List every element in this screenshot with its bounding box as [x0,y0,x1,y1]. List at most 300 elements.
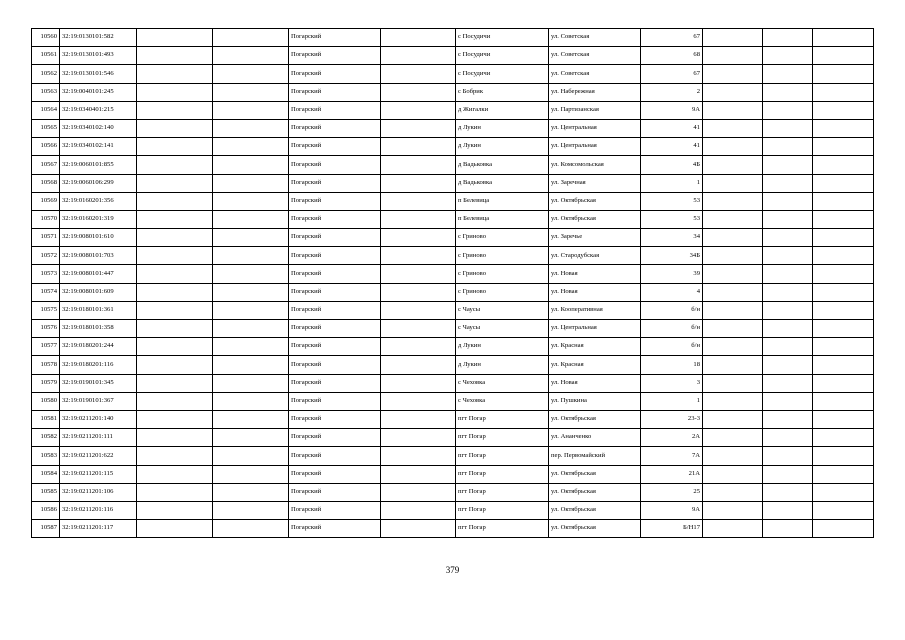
record-number-cell: 10586 [32,501,60,519]
street-cell: ул. Новая [549,283,641,301]
district-cell: Погарский [289,119,381,137]
record-number-cell: 10561 [32,47,60,65]
district-cell: Погарский [289,247,381,265]
cadastral-number-cell: 32:19:0340102:141 [60,138,137,156]
table-row [32,356,874,374]
house-number-cell: б/н [641,301,703,319]
cadastral-number-cell: 32:19:0080101:703 [60,247,137,265]
empty-cell [381,265,456,283]
empty-cell [813,447,874,465]
cadastral-number-cell: 32:19:0160201:356 [60,192,137,210]
locality-cell: пгт Погар [456,465,549,483]
house-number-cell: 23-3 [641,410,703,428]
empty-cell [381,47,456,65]
district-cell: Погарский [289,174,381,192]
house-number-cell: 1 [641,174,703,192]
empty-cell [763,283,813,301]
empty-cell [763,392,813,410]
empty-cell [813,465,874,483]
locality-cell: пгт Погар [456,520,549,538]
empty-cell [137,119,213,137]
house-number-cell: 7А [641,447,703,465]
empty-cell [213,174,289,192]
empty-cell [813,374,874,392]
empty-cell [137,320,213,338]
cadastral-number-cell: 32:19:0180101:358 [60,320,137,338]
empty-cell [703,283,763,301]
street-cell: ул. Октябрьская [549,520,641,538]
locality-cell: пгт Погар [456,483,549,501]
cadastral-number-cell: 32:19:0160201:319 [60,210,137,228]
empty-cell [381,229,456,247]
cadastral-number-cell: 32:19:0130101:546 [60,65,137,83]
district-cell: Погарский [289,229,381,247]
empty-cell [381,83,456,101]
empty-cell [763,356,813,374]
table-row [32,265,874,283]
district-cell: Погарский [289,447,381,465]
record-number-cell: 10577 [32,338,60,356]
empty-cell [703,356,763,374]
empty-cell [213,29,289,47]
street-cell: ул. Партизанская [549,101,641,119]
cadastral-number-cell: 32:19:0190101:367 [60,392,137,410]
house-number-cell: 39 [641,265,703,283]
district-cell: Погарский [289,83,381,101]
cadastral-number-cell: 32:19:0060101:855 [60,156,137,174]
cadastral-number-cell: 32:19:0130101:582 [60,29,137,47]
district-cell: Погарский [289,47,381,65]
empty-cell [763,338,813,356]
empty-cell [763,83,813,101]
empty-cell [137,447,213,465]
empty-cell [703,138,763,156]
empty-cell [213,483,289,501]
empty-cell [213,356,289,374]
cadastral-number-cell: 32:19:0040101:245 [60,83,137,101]
empty-cell [381,192,456,210]
empty-cell [813,119,874,137]
empty-cell [703,392,763,410]
empty-cell [137,101,213,119]
record-number-cell: 10575 [32,301,60,319]
empty-cell [381,338,456,356]
empty-cell [703,247,763,265]
empty-cell [381,101,456,119]
empty-cell [381,283,456,301]
locality-cell: с Посудичи [456,29,549,47]
empty-cell [703,265,763,283]
empty-cell [381,483,456,501]
locality-cell: с Чаусы [456,320,549,338]
record-number-cell: 10567 [32,156,60,174]
empty-cell [137,392,213,410]
empty-cell [381,247,456,265]
cadastral-number-cell: 32:19:0211201:116 [60,501,137,519]
street-cell: пер. Первомайский [549,447,641,465]
empty-cell [381,210,456,228]
empty-cell [213,374,289,392]
empty-cell [137,29,213,47]
empty-cell [813,29,874,47]
empty-cell [381,520,456,538]
empty-cell [381,138,456,156]
locality-cell: с Чеховка [456,374,549,392]
empty-cell [137,374,213,392]
empty-cell [381,429,456,447]
street-cell: ул. Новая [549,374,641,392]
empty-cell [703,501,763,519]
empty-cell [137,356,213,374]
record-number-cell: 10563 [32,83,60,101]
record-number-cell: 10568 [32,174,60,192]
empty-cell [703,156,763,174]
table-row [32,301,874,319]
record-number-cell: 10562 [32,65,60,83]
street-cell: ул. Новая [549,265,641,283]
street-cell: ул. Октябрьская [549,410,641,428]
empty-cell [381,156,456,174]
record-number-cell: 10571 [32,229,60,247]
empty-cell [813,156,874,174]
empty-cell [137,138,213,156]
street-cell: ул. Ананченко [549,429,641,447]
empty-cell [137,465,213,483]
empty-cell [137,47,213,65]
empty-cell [813,83,874,101]
empty-cell [703,210,763,228]
empty-cell [763,47,813,65]
locality-cell: д Лукин [456,338,549,356]
locality-cell: с Посудичи [456,47,549,65]
empty-cell [381,174,456,192]
table-row [32,392,874,410]
empty-cell [763,174,813,192]
district-cell: Погарский [289,192,381,210]
empty-cell [213,447,289,465]
cadastral-number-cell: 32:19:0060106:299 [60,174,137,192]
empty-cell [813,229,874,247]
house-number-cell: б/н [641,320,703,338]
locality-cell: с Гриново [456,283,549,301]
empty-cell [137,501,213,519]
cadastral-number-cell: 32:19:0340102:140 [60,119,137,137]
locality-cell: д Жигалки [456,101,549,119]
empty-cell [137,265,213,283]
house-number-cell: 53 [641,210,703,228]
street-cell: ул. Центральная [549,119,641,137]
record-number-cell: 10579 [32,374,60,392]
empty-cell [381,447,456,465]
house-number-cell: 53 [641,192,703,210]
record-number-cell: 10570 [32,210,60,228]
cadastral-number-cell: 32:19:0180201:244 [60,338,137,356]
cadastral-number-cell: 32:19:0130101:493 [60,47,137,65]
record-number-cell: 10573 [32,265,60,283]
cadastral-number-cell: 32:19:0080101:609 [60,283,137,301]
empty-cell [763,65,813,83]
empty-cell [763,465,813,483]
empty-cell [813,247,874,265]
empty-cell [213,265,289,283]
table-row [32,119,874,137]
locality-cell: с Гриново [456,247,549,265]
empty-cell [813,192,874,210]
street-cell: ул. Центральная [549,138,641,156]
record-number-cell: 10581 [32,410,60,428]
district-cell: Погарский [289,301,381,319]
street-cell: ул. Заречная [549,174,641,192]
record-number-cell: 10576 [32,320,60,338]
table-row [32,520,874,538]
empty-cell [703,429,763,447]
district-cell: Погарский [289,429,381,447]
table-body [32,29,874,538]
empty-cell [813,392,874,410]
empty-cell [137,156,213,174]
empty-cell [137,210,213,228]
empty-cell [813,138,874,156]
district-cell: Погарский [289,465,381,483]
empty-cell [763,447,813,465]
locality-cell: с Чеховка [456,392,549,410]
table-row [32,447,874,465]
table-row [32,47,874,65]
empty-cell [763,210,813,228]
empty-cell [137,429,213,447]
empty-cell [137,229,213,247]
empty-cell [703,65,763,83]
empty-cell [813,483,874,501]
empty-cell [137,174,213,192]
district-cell: Погарский [289,483,381,501]
empty-cell [763,374,813,392]
empty-cell [213,429,289,447]
empty-cell [703,520,763,538]
record-number-cell: 10569 [32,192,60,210]
district-cell: Погарский [289,265,381,283]
district-cell: Погарский [289,101,381,119]
record-number-cell: 10583 [32,447,60,465]
record-number-cell: 10572 [32,247,60,265]
district-cell: Погарский [289,410,381,428]
cadastral-number-cell: 32:19:0211201:111 [60,429,137,447]
house-number-cell: б/н [641,338,703,356]
empty-cell [703,301,763,319]
house-number-cell: 2 [641,83,703,101]
empty-cell [763,320,813,338]
empty-cell [763,429,813,447]
table-row [32,374,874,392]
empty-cell [213,229,289,247]
empty-cell [381,65,456,83]
empty-cell [213,338,289,356]
street-cell: ул. Пушкина [549,392,641,410]
street-cell: ул. Октябрьская [549,192,641,210]
empty-cell [381,374,456,392]
empty-cell [137,192,213,210]
empty-cell [213,138,289,156]
cadastral-number-cell: 32:19:0080101:447 [60,265,137,283]
district-cell: Погарский [289,29,381,47]
empty-cell [703,447,763,465]
empty-cell [763,229,813,247]
record-number-cell: 10566 [32,138,60,156]
house-number-cell: 4Б [641,156,703,174]
district-cell: Погарский [289,138,381,156]
empty-cell [213,247,289,265]
empty-cell [213,283,289,301]
cadastral-number-cell: 32:19:0211201:115 [60,465,137,483]
empty-cell [763,265,813,283]
empty-cell [703,338,763,356]
empty-cell [703,374,763,392]
empty-cell [813,356,874,374]
table-row [32,483,874,501]
empty-cell [763,501,813,519]
district-cell: Погарский [289,338,381,356]
empty-cell [703,174,763,192]
record-number-cell: 10587 [32,520,60,538]
street-cell: ул. Кооперативная [549,301,641,319]
empty-cell [137,338,213,356]
record-number-cell: 10565 [32,119,60,137]
cadastral-number-cell: 32:19:0211201:117 [60,520,137,538]
house-number-cell: 9А [641,501,703,519]
empty-cell [763,138,813,156]
empty-cell [381,356,456,374]
table-row [32,429,874,447]
empty-cell [703,101,763,119]
district-cell: Погарский [289,501,381,519]
empty-cell [703,119,763,137]
record-number-cell: 10578 [32,356,60,374]
empty-cell [813,410,874,428]
record-number-cell: 10574 [32,283,60,301]
empty-cell [137,283,213,301]
district-cell: Погарский [289,210,381,228]
street-cell: ул. Октябрьская [549,210,641,228]
house-number-cell: 2А [641,429,703,447]
empty-cell [703,483,763,501]
locality-cell: пгт Погар [456,501,549,519]
empty-cell [381,501,456,519]
empty-cell [213,392,289,410]
table-row [32,410,874,428]
empty-cell [703,229,763,247]
cadastral-number-cell: 32:19:0211201:106 [60,483,137,501]
empty-cell [213,156,289,174]
record-number-cell: 10560 [32,29,60,47]
house-number-cell: 25 [641,483,703,501]
empty-cell [137,83,213,101]
house-number-cell: 41 [641,119,703,137]
empty-cell [813,174,874,192]
locality-cell: с Гриново [456,229,549,247]
locality-cell: д Лукин [456,119,549,137]
district-cell: Погарский [289,374,381,392]
empty-cell [381,465,456,483]
table-row [32,174,874,192]
empty-cell [381,410,456,428]
table-row [32,192,874,210]
record-number-cell: 10585 [32,483,60,501]
locality-cell: п Белевица [456,210,549,228]
house-number-cell: 34Б [641,247,703,265]
empty-cell [703,29,763,47]
empty-cell [813,283,874,301]
empty-cell [813,320,874,338]
table-row [32,338,874,356]
empty-cell [213,192,289,210]
house-number-cell: 18 [641,356,703,374]
cadastral-number-cell: 32:19:0211201:622 [60,447,137,465]
table-row [32,138,874,156]
table-row [32,83,874,101]
page-number: 379 [445,565,460,575]
house-number-cell: 41 [641,138,703,156]
empty-cell [213,520,289,538]
district-cell: Погарский [289,283,381,301]
street-cell: ул. Комсомольская [549,156,641,174]
empty-cell [213,210,289,228]
record-number-cell: 10584 [32,465,60,483]
district-cell: Погарский [289,320,381,338]
empty-cell [213,83,289,101]
house-number-cell: 3 [641,374,703,392]
empty-cell [213,119,289,137]
street-cell: ул. Октябрьская [549,501,641,519]
locality-cell: с Посудичи [456,65,549,83]
table-row [32,465,874,483]
registry-table [31,28,874,538]
street-cell: ул. Набережная [549,83,641,101]
locality-cell: пгт Погар [456,410,549,428]
empty-cell [381,301,456,319]
locality-cell: д Лукин [456,356,549,374]
street-cell: ул. Октябрьская [549,483,641,501]
empty-cell [703,320,763,338]
district-cell: Погарский [289,156,381,174]
locality-cell: пгт Погар [456,429,549,447]
empty-cell [763,192,813,210]
cadastral-number-cell: 32:19:0211201:140 [60,410,137,428]
table-row [32,29,874,47]
house-number-cell: 67 [641,65,703,83]
cadastral-number-cell: 32:19:0080101:610 [60,229,137,247]
table-row [32,501,874,519]
empty-cell [381,320,456,338]
house-number-cell: Б/Н17 [641,520,703,538]
empty-cell [703,83,763,101]
table-row [32,156,874,174]
locality-cell: с Бобрик [456,83,549,101]
street-cell: ул. Заречье [549,229,641,247]
empty-cell [763,301,813,319]
street-cell: ул. Центральная [549,320,641,338]
empty-cell [763,483,813,501]
empty-cell [213,320,289,338]
empty-cell [813,501,874,519]
empty-cell [213,47,289,65]
district-cell: Погарский [289,356,381,374]
cadastral-number-cell: 32:19:0180201:116 [60,356,137,374]
empty-cell [813,47,874,65]
empty-cell [763,101,813,119]
empty-cell [213,301,289,319]
table-row [32,247,874,265]
locality-cell: д Вадьковка [456,156,549,174]
